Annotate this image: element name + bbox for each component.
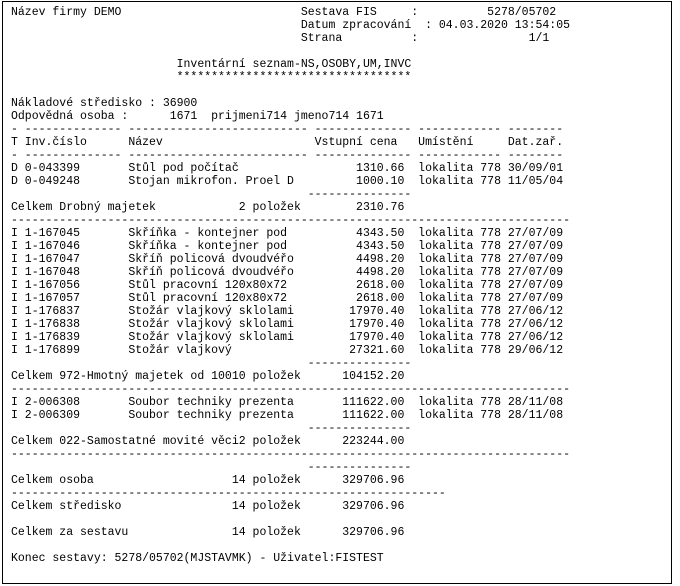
report-line: Strana : 1/1 <box>11 32 550 45</box>
report-line: I 1-167046 Skříňka - kontejner pod 4343.50 lokalita 778 27/07/09 <box>11 240 564 253</box>
report-line: Konec sestavy: 5278/05702(MJSTAVMK) - Uživatel:FISTEST <box>11 552 384 565</box>
report-line: - -------------- -------------------------- -------------- ------------ -------- <box>11 123 564 136</box>
report-line: --------------------------------------------------------------------------------- <box>11 448 570 461</box>
report-line: I 1-176838 Stožár vlajkový sklolami 17970.40 lokalita 778 27/06/12 <box>11 318 564 331</box>
report-line: Celkem osoba 14 položek 329706.96 <box>11 474 405 487</box>
report-line: --------------------------------------------------------------- <box>11 487 446 500</box>
report-line: Datum zpracování : 04.03.2020 13:54:05 <box>11 19 570 32</box>
report-line: --------------- <box>11 461 412 474</box>
report-line: I 1-167045 Skříňka - kontejner pod 4343.50 lokalita 778 27/07/09 <box>11 227 564 240</box>
report-line: Nákladové středisko : 36900 <box>11 97 198 110</box>
report-body <box>11 6 570 565</box>
report-line: I 1-167048 Skříň policová dvoudvéřo 4498.20 lokalita 778 27/07/09 <box>11 266 564 279</box>
report-line: --------------------------------------------------------------------------------- <box>11 214 570 227</box>
report-line <box>11 513 570 526</box>
report-line: I 2-006308 Soubor techniky prezenta 111622.00 lokalita 778 28/11/08 <box>11 396 564 409</box>
report-line: I 2-006309 Soubor techniky prezenta 111622.00 lokalita 778 28/11/08 <box>11 409 564 422</box>
report-line: - -------------- -------------------------- -------------- ------------ -------- <box>11 149 564 162</box>
report-line: --------------- <box>11 188 412 201</box>
report-line: T Inv.číslo Název Vstupní cena Umístění Dat.zař. <box>11 136 564 149</box>
report-line: --------------- <box>11 357 412 370</box>
report-line: Celkem středisko 14 položek 329706.96 <box>11 500 405 513</box>
report-line: --------------------------------------------------------------------------------- <box>11 383 570 396</box>
report-line: I 1-167047 Skříň policová dvoudvéřo 4498.20 lokalita 778 27/07/09 <box>11 253 564 266</box>
report-line: Celkem 972-Hmotný majetek od 10010 položek 104152.20 <box>11 370 405 383</box>
report-line: I 1-176837 Stožár vlajkový sklolami 17970.40 lokalita 778 27/06/12 <box>11 305 564 318</box>
report-line: I 1-176899 Stožár vlajkový 27321.60 lokalita 778 29/06/12 <box>11 344 564 357</box>
report-line: --------------- <box>11 422 412 435</box>
report-line: D 0-043399 Stůl pod počítač 1310.66 lokalita 778 30/09/01 <box>11 162 564 175</box>
report-page <box>2 1 672 584</box>
report-line: I 1-167057 Stůl pracovní 120x80x72 2618.00 lokalita 778 27/07/09 <box>11 292 564 305</box>
report-line: Název firmy DEMO Sestava FIS : 5278/05702 <box>11 6 557 19</box>
report-line: I 1-176839 Stožár vlajkový sklolami 17970.40 lokalita 778 27/06/12 <box>11 331 564 344</box>
report-line: I 1-167056 Stůl pracovní 120x80x72 2618.00 lokalita 778 27/07/09 <box>11 279 564 292</box>
report-line: D 0-049248 Stojan mikrofon. Proel D 1000.10 lokalita 778 11/05/04 <box>11 175 564 188</box>
report-line: Celkem za sestavu 14 položek 329706.96 <box>11 526 405 539</box>
report-line <box>11 45 570 58</box>
report-line <box>11 84 570 97</box>
report-line: Celkem Drobný majetek 2 položek 2310.76 <box>11 201 405 214</box>
report-line <box>11 539 570 552</box>
report-line: Odpovědná osoba : 1671 prijmeni714 jmeno714 1671 <box>11 110 384 123</box>
report-line: Inventární seznam-NS,OSOBY,UM,INVC <box>11 58 412 71</box>
report-line: Celkem 022-Samostatné movité věci2 položek 223244.00 <box>11 435 405 448</box>
report-line: ********************************** <box>11 71 412 84</box>
